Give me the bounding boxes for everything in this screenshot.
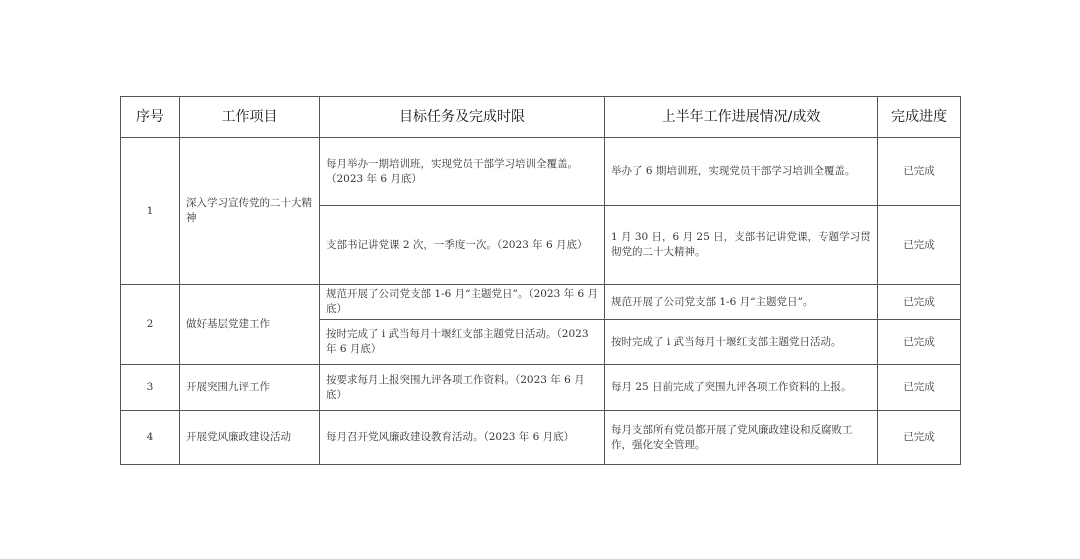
table-row bbox=[121, 365, 961, 411]
row-progress: 1 月 30 日，6 月 25 日，支部书记讲党课，专题学习贯彻党的二十大精神。 bbox=[605, 206, 878, 285]
row-status: 已完成 bbox=[878, 411, 961, 465]
header-progress: 上半年工作进展情况/成效 bbox=[605, 97, 878, 138]
row-target: 每月召开党风廉政建设教育活动。（2023 年 6 月底） bbox=[320, 411, 605, 465]
row-seq: 2 bbox=[121, 285, 180, 365]
header-project: 工作项目 bbox=[180, 97, 320, 138]
row-project: 做好基层党建工作 bbox=[180, 285, 320, 365]
row-progress: 每月支部所有党员都开展了党风廉政建设和反腐败工作，强化安全管理。 bbox=[605, 411, 878, 465]
row-progress: 按时完成了 i 武当每月十堰红支部主题党日活动。 bbox=[605, 320, 878, 365]
row-target: 每月举办一期培训班，实现党员干部学习培训全覆盖。（2023 年 6 月底） bbox=[320, 138, 605, 206]
row-status: 已完成 bbox=[878, 320, 961, 365]
row-target: 按要求每月上报突围九评各项工作资料。（2023 年 6 月底） bbox=[320, 365, 605, 411]
table-row bbox=[121, 411, 961, 465]
row-target: 按时完成了 i 武当每月十堰红支部主题党日活动。（2023 年 6 月底） bbox=[320, 320, 605, 365]
row-target: 规范开展了公司党支部 1-6 月“主题党日”。（2023 年 6 月底） bbox=[320, 285, 605, 320]
row-status: 已完成 bbox=[878, 285, 961, 320]
row-status: 已完成 bbox=[878, 206, 961, 285]
row-seq: 3 bbox=[121, 365, 180, 411]
row-status: 已完成 bbox=[878, 138, 961, 206]
row-progress: 规范开展了公司党支部 1-6 月“主题党日”。 bbox=[605, 285, 878, 320]
row-seq: 4 bbox=[121, 411, 180, 465]
row-project: 深入学习宣传党的二十大精神 bbox=[180, 138, 320, 285]
row-project: 开展党风廉政建设活动 bbox=[180, 411, 320, 465]
table-header-row bbox=[121, 97, 961, 138]
row-project: 开展突围九评工作 bbox=[180, 365, 320, 411]
table-row bbox=[121, 138, 961, 206]
row-progress: 举办了 6 期培训班，实现党员干部学习培训全覆盖。 bbox=[605, 138, 878, 206]
row-seq: 1 bbox=[121, 138, 180, 285]
table-row bbox=[121, 285, 961, 320]
header-seq: 序号 bbox=[121, 97, 180, 138]
header-status: 完成进度 bbox=[878, 97, 961, 138]
row-target: 支部书记讲党课 2 次，一季度一次。（2023 年 6 月底） bbox=[320, 206, 605, 285]
row-status: 已完成 bbox=[878, 365, 961, 411]
header-target: 目标任务及完成时限 bbox=[320, 97, 605, 138]
work-progress-table bbox=[120, 96, 961, 465]
row-progress: 每月 25 日前完成了突围九评各项工作资料的上报。 bbox=[605, 365, 878, 411]
